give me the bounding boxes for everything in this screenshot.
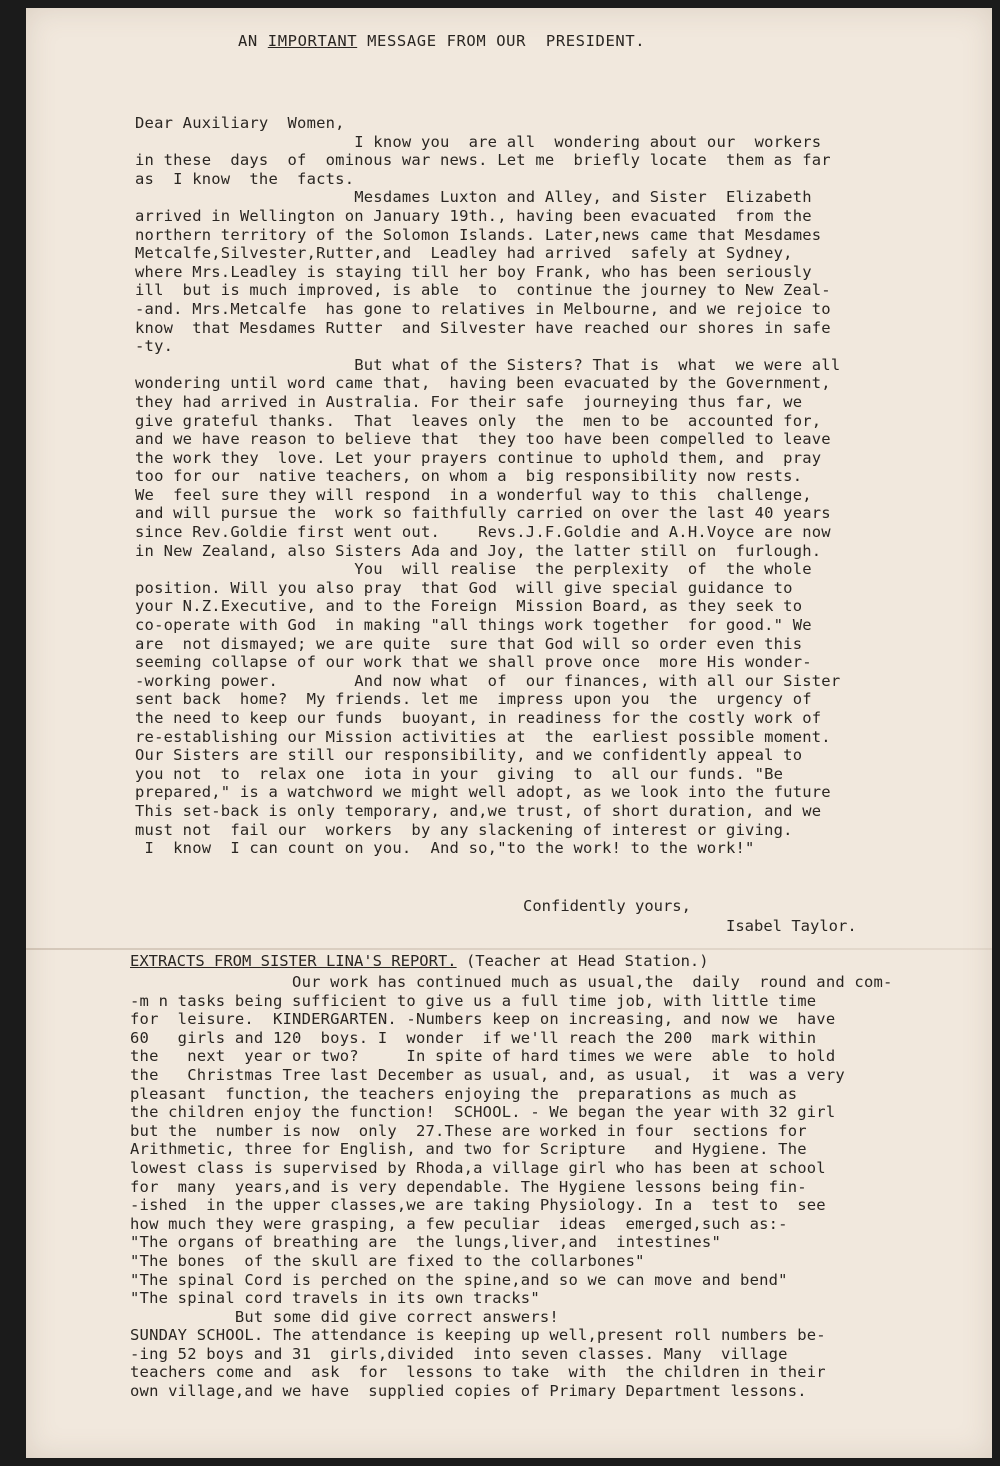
letter-line: sent back home? My friends. let me impress upon you the urgency of [135, 690, 812, 709]
report-line: for leisure. KINDERGARTEN. -Numbers keep on increasing, and now we have [130, 1010, 836, 1029]
letter-line: northern territory of the Solomon Islands. Later,news came that Mesdames [135, 225, 822, 244]
letter-line: too for our native teachers, on whom a big responsibility now rests. [135, 467, 803, 486]
report-line: pleasant function, the teachers enjoying the preparations as much as [130, 1084, 798, 1103]
letter-line: are not dismayed; we are quite sure that God will so order even this [135, 634, 803, 653]
report-line: the next year or two? In spite of hard times we were able to hold [130, 1047, 836, 1066]
letter-line: the work they love. Let your prayers continue to uphold them, and pray [135, 448, 822, 467]
letter-line: give grateful thanks. That leaves only the men to be accounted for, [135, 411, 822, 430]
letter-line: co-operate with God in making "all things work together for good." We [135, 616, 812, 635]
letter-line: Metcalfe,Silvester,Rutter,and Leadley had arrived safely at Sydney, [135, 244, 793, 263]
letter-line: Our Sisters are still our responsibility, and we confidently appeal to [135, 746, 803, 765]
letter-line: I know you are all wondering about our workers [135, 132, 822, 151]
letter-line: wondering until word came that, having been evacuated by the Government, [135, 374, 831, 393]
extract-heading: EXTRACTS FROM SISTER LINA'S REPORT. [130, 952, 457, 970]
report-line: -m n tasks being sufficient to give us a full time job, with little time [130, 991, 817, 1010]
report-line: but the number is now only 27.These are worked in four sections for [130, 1121, 807, 1140]
report-line: teachers come and ask for lessons to take with the children in their [130, 1363, 826, 1382]
report-line: -ished in the upper classes,we are taking Physiology. In a test to see [130, 1196, 826, 1215]
report-line: 60 girls and 120 boys. I wonder if we'll reach the 200 mark within [130, 1028, 817, 1047]
report-line: how much they were grasping, a few peculiar ideas emerged,such as:- [130, 1214, 788, 1233]
letter-line: re-establishing our Mission activities at the earliest possible moment. [135, 727, 831, 746]
report-line: "The spinal cord travels in its own tracks" [130, 1289, 540, 1308]
letter-line: as I know the facts. [135, 169, 355, 188]
letter-line: and will pursue the work so faithfully carried on over the last 40 years [135, 504, 831, 523]
report-line: SUNDAY SCHOOL. The attendance is keeping up well,present roll numbers be- [130, 1326, 826, 1345]
letter-line: prepared," is a watchword we might well adopt, as we look into the future [135, 783, 831, 802]
letter-line: This set-back is only temporary, and,we trust, of short duration, and we [135, 801, 822, 820]
signature: Isabel Taylor. [726, 917, 857, 935]
report-line: "The bones of the skull are fixed to the collarbones" [130, 1251, 645, 1270]
extract-heading-note: (Teacher at Head Station.) [456, 952, 709, 970]
letter-line: you not to relax one iota in your giving to all our funds. "Be [135, 764, 784, 783]
letter-line: know that Mesdames Rutter and Silvester have reached our shores in safe [135, 318, 831, 337]
title-underlined-word: IMPORTANT [267, 32, 358, 50]
report-line: the children enjoy the function! SCHOOL. - We began the year with 32 girl [130, 1103, 836, 1122]
report-line: But some did give correct answers! [130, 1307, 559, 1326]
closing-line: Confidently yours, [523, 897, 691, 915]
letter-line: seeming collapse of our work that we shall prove once more His wonder- [135, 653, 812, 672]
letter-line: -ty. [135, 337, 174, 356]
report-line: "The organs of breathing are the lungs,liver,and intestines" [130, 1233, 721, 1252]
report-body [130, 973, 893, 1401]
letter-line: Dear Auxiliary Women, [135, 114, 345, 132]
letter-line: -and. Mrs.Metcalfe has gone to relatives in Melbourne, and we rejoice to [135, 299, 831, 318]
report-line: for many years,and is very dependable. The Hygiene lessons being fin- [130, 1177, 807, 1196]
report-line: the Christmas Tree last December as usual, and, as usual, it was a very [130, 1065, 845, 1084]
letter-line: your N.Z.Executive, and to the Foreign Mission Board, as they seek to [135, 597, 803, 616]
letter-line: since Rev.Goldie first went out. Revs.J.F.Goldie and A.H.Voyce are now [135, 523, 831, 542]
letter-line: must not fail our workers by any slackening of interest or giving. [135, 820, 793, 839]
letter-line: and we have reason to believe that they too have been compelled to leave [135, 430, 831, 449]
document-title [238, 32, 645, 50]
report-line: -ing 52 boys and 31 girls,divided into seven classes. Many village [130, 1344, 788, 1363]
report-line: "The spinal Cord is perched on the spine,and so we can move and bend" [130, 1270, 788, 1289]
letter-body [135, 114, 840, 858]
letter-line: in these days of ominous war news. Let me briefly locate them as far [135, 151, 831, 170]
letter-line: arrived in Wellington on January 19th., having been evacuated from the [135, 206, 812, 225]
report-line: lowest class is supervised by Rhoda,a village girl who has been at school [130, 1158, 826, 1177]
report-line: own village,and we have supplied copies of Primary Department lessons. [130, 1382, 807, 1401]
letter-line: in New Zealand, also Sisters Ada and Joy, the latter still on furlough. [135, 541, 822, 560]
letter-line: position. Will you also pray that God will give special guidance to [135, 578, 793, 597]
letter-line: But what of the Sisters? That is what we were all [135, 355, 841, 374]
report-line: Arithmetic, three for English, and two for Scripture and Hygiene. The [130, 1140, 807, 1159]
letter-line: ill but is much improved, is able to continue the journey to New Zeal- [135, 281, 831, 300]
letter-line: We feel sure they will respond in a wonderful way to this challenge, [135, 485, 812, 504]
report-line: Our work has continued much as usual,the daily round and com- [130, 973, 893, 991]
letter-line: You will realise the perplexity of the whole [135, 560, 812, 579]
letter-line: Mesdames Luxton and Alley, and Sister Elizabeth [135, 188, 812, 207]
extract-heading-row [130, 952, 709, 970]
letter-line: I know I can count on you. And so,"to the work! to the work!" [135, 839, 755, 858]
letter-line: the need to keep our funds buoyant, in readiness for the costly work of [135, 709, 822, 727]
paper-fold [26, 948, 992, 950]
title-suffix: MESSAGE FROM OUR PRESIDENT. [357, 32, 646, 50]
title-prefix: AN [238, 32, 268, 50]
letter-line: where Mrs.Leadley is staying till her boy Frank, who has been seriously [135, 262, 812, 281]
letter-line: -working power. And now what of our finances, with all our Sister [135, 671, 841, 690]
letter-line: they had arrived in Australia. For their safe journeying thus far, we [135, 392, 803, 411]
